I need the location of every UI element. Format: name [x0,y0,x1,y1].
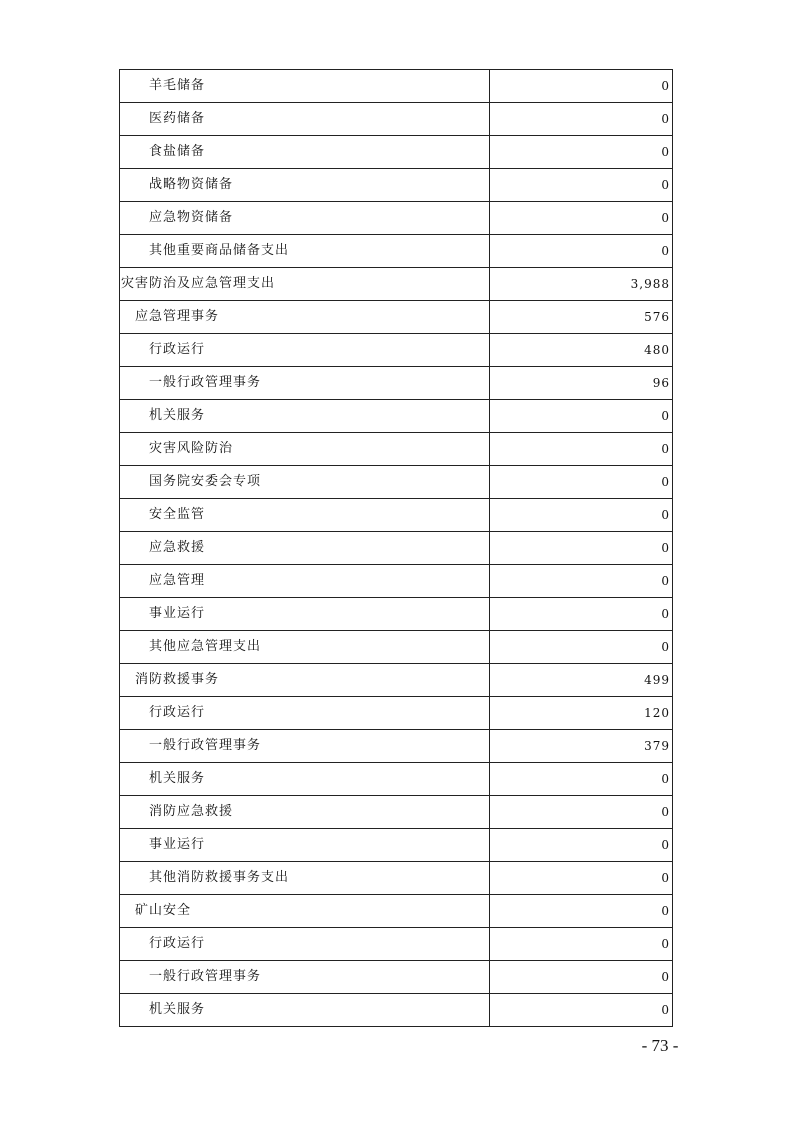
item-name-cell: 消防救援事务 [120,664,490,697]
item-value-cell: 576 [490,301,673,334]
table-row [120,367,673,400]
item-name-cell: 应急管理事务 [120,301,490,334]
item-value-cell: 3,988 [490,268,673,301]
item-value-cell: 0 [490,70,673,103]
item-name-cell: 机关服务 [120,994,490,1027]
item-value-cell: 0 [490,829,673,862]
item-name-cell: 一般行政管理事务 [120,730,490,763]
item-name-cell: 一般行政管理事务 [120,961,490,994]
item-value-cell: 0 [490,532,673,565]
item-value-cell: 0 [490,235,673,268]
table-row [120,796,673,829]
item-name-cell: 医药储备 [120,103,490,136]
item-name-cell: 矿山安全 [120,895,490,928]
table-row [120,136,673,169]
table-row [120,235,673,268]
item-name-cell: 消防应急救援 [120,796,490,829]
table-row [120,268,673,301]
item-value-cell: 379 [490,730,673,763]
item-name-cell: 事业运行 [120,598,490,631]
item-value-cell: 0 [490,136,673,169]
table-row [120,994,673,1027]
item-name-cell: 机关服务 [120,763,490,796]
table-row [120,400,673,433]
item-name-cell: 安全监管 [120,499,490,532]
item-name-cell: 灾害风险防治 [120,433,490,466]
item-value-cell: 0 [490,598,673,631]
item-name-cell: 灾害防治及应急管理支出 [120,268,490,301]
table-row [120,70,673,103]
budget-table [119,69,673,1027]
item-name-cell: 行政运行 [120,334,490,367]
item-name-cell: 其他应急管理支出 [120,631,490,664]
item-name-cell: 羊毛储备 [120,70,490,103]
item-value-cell: 0 [490,796,673,829]
item-name-cell: 事业运行 [120,829,490,862]
item-value-cell: 0 [490,565,673,598]
table-row [120,466,673,499]
item-name-cell: 其他重要商品储备支出 [120,235,490,268]
item-name-cell: 其他消防救援事务支出 [120,862,490,895]
table-row [120,829,673,862]
table-row [120,730,673,763]
item-name-cell: 战略物资储备 [120,169,490,202]
item-value-cell: 0 [490,103,673,136]
table-row [120,631,673,664]
table-row [120,202,673,235]
item-value-cell: 0 [490,928,673,961]
table-row [120,961,673,994]
item-name-cell: 机关服务 [120,400,490,433]
page-number: - 73 - [641,1036,679,1055]
item-name-cell: 一般行政管理事务 [120,367,490,400]
item-value-cell: 0 [490,400,673,433]
table-row [120,862,673,895]
item-name-cell: 应急物资储备 [120,202,490,235]
item-value-cell: 480 [490,334,673,367]
item-name-cell: 食盐储备 [120,136,490,169]
item-value-cell: 0 [490,433,673,466]
table-row [120,664,673,697]
item-value-cell: 0 [490,961,673,994]
item-value-cell: 0 [490,994,673,1027]
table-row [120,928,673,961]
item-name-cell: 行政运行 [120,928,490,961]
item-value-cell: 0 [490,631,673,664]
budget-table-body [120,70,673,1027]
table-row [120,433,673,466]
table-row [120,301,673,334]
item-name-cell: 应急管理 [120,565,490,598]
table-row [120,103,673,136]
item-value-cell: 96 [490,367,673,400]
table-row [120,895,673,928]
table-row [120,598,673,631]
item-value-cell: 0 [490,466,673,499]
item-value-cell: 0 [490,895,673,928]
item-value-cell: 0 [490,202,673,235]
table-row [120,532,673,565]
item-value-cell: 0 [490,763,673,796]
item-value-cell: 120 [490,697,673,730]
item-name-cell: 行政运行 [120,697,490,730]
item-name-cell: 应急救援 [120,532,490,565]
item-value-cell: 0 [490,862,673,895]
item-value-cell: 499 [490,664,673,697]
table-row [120,763,673,796]
item-value-cell: 0 [490,169,673,202]
table-row [120,169,673,202]
table-row [120,565,673,598]
item-name-cell: 国务院安委会专项 [120,466,490,499]
table-row [120,499,673,532]
table-row [120,697,673,730]
item-value-cell: 0 [490,499,673,532]
table-row [120,334,673,367]
